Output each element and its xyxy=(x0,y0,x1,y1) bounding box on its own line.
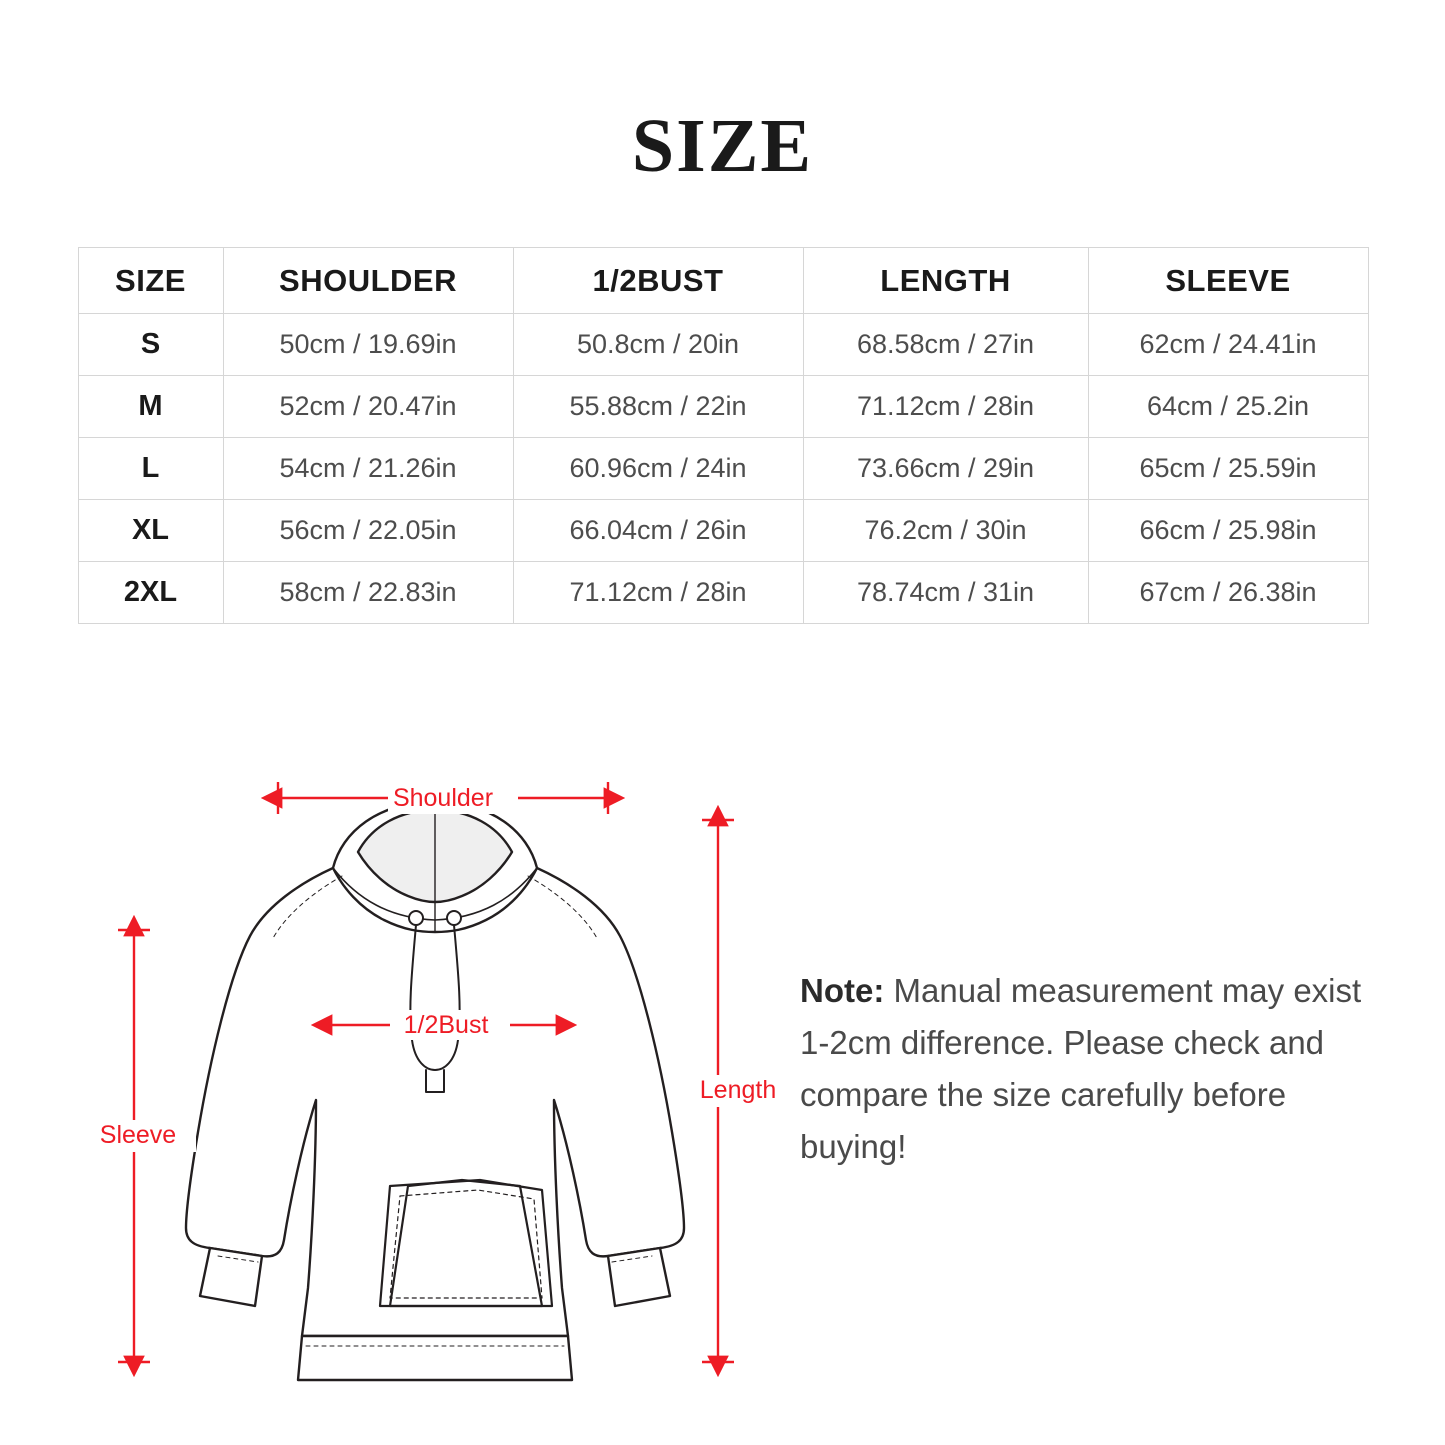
column-header-sleeve: SLEEVE xyxy=(1088,248,1368,314)
cell-bust: 71.12cm / 28in xyxy=(513,562,803,624)
cell-sleeve: 67cm / 26.38in xyxy=(1088,562,1368,624)
table-row xyxy=(78,438,1368,500)
cell-length: 68.58cm / 27in xyxy=(803,314,1088,376)
column-header-length: LENGTH xyxy=(803,248,1088,314)
note-label: Note: xyxy=(800,972,885,1009)
cell-bust: 66.04cm / 26in xyxy=(513,500,803,562)
page-title: SIZE xyxy=(631,104,814,188)
label-sleeve: Sleeve xyxy=(99,1121,177,1149)
cell-sleeve: 64cm / 25.2in xyxy=(1088,376,1368,438)
cell-shoulder: 54cm / 21.26in xyxy=(223,438,513,500)
cell-length: 73.66cm / 29in xyxy=(803,438,1088,500)
cell-length: 78.74cm / 31in xyxy=(803,562,1088,624)
hoodie-outline-icon xyxy=(186,802,684,1380)
cell-bust: 55.88cm / 22in xyxy=(513,376,803,438)
hoodie-diagram xyxy=(90,740,790,1420)
cell-size: M xyxy=(78,376,223,438)
cell-shoulder: 52cm / 20.47in xyxy=(223,376,513,438)
cell-size: XL xyxy=(78,500,223,562)
column-header-size: SIZE xyxy=(78,248,223,314)
table-row xyxy=(78,562,1368,624)
cell-bust: 60.96cm / 24in xyxy=(513,438,803,500)
note-body: Manual measurement may exist 1-2cm difference. Please check and compare the size carefully before buying! xyxy=(800,972,1362,1166)
label-shoulder: Shoulder xyxy=(392,784,494,812)
label-bust: 1/2Bust xyxy=(403,1011,489,1039)
table-row xyxy=(78,376,1368,438)
table-row xyxy=(78,500,1368,562)
cell-sleeve: 65cm / 25.59in xyxy=(1088,438,1368,500)
cell-length: 76.2cm / 30in xyxy=(803,500,1088,562)
label-length: Length xyxy=(699,1076,777,1104)
note-text xyxy=(800,965,1370,1174)
cell-sleeve: 66cm / 25.98in xyxy=(1088,500,1368,562)
cell-size: 2XL xyxy=(78,562,223,624)
cell-shoulder: 58cm / 22.83in xyxy=(223,562,513,624)
cell-bust: 50.8cm / 20in xyxy=(513,314,803,376)
cell-length: 71.12cm / 28in xyxy=(803,376,1088,438)
size-table xyxy=(78,247,1369,624)
cell-size: L xyxy=(78,438,223,500)
column-header-shoulder: SHOULDER xyxy=(223,248,513,314)
size-table-container xyxy=(78,247,1368,624)
cell-shoulder: 50cm / 19.69in xyxy=(223,314,513,376)
column-header-bust: 1/2BUST xyxy=(513,248,803,314)
table-row xyxy=(78,314,1368,376)
cell-sleeve: 62cm / 24.41in xyxy=(1088,314,1368,376)
measurement-illustration-section xyxy=(0,700,1445,1445)
cell-size: S xyxy=(78,314,223,376)
cell-shoulder: 56cm / 22.05in xyxy=(223,500,513,562)
table-header-row xyxy=(78,248,1368,314)
